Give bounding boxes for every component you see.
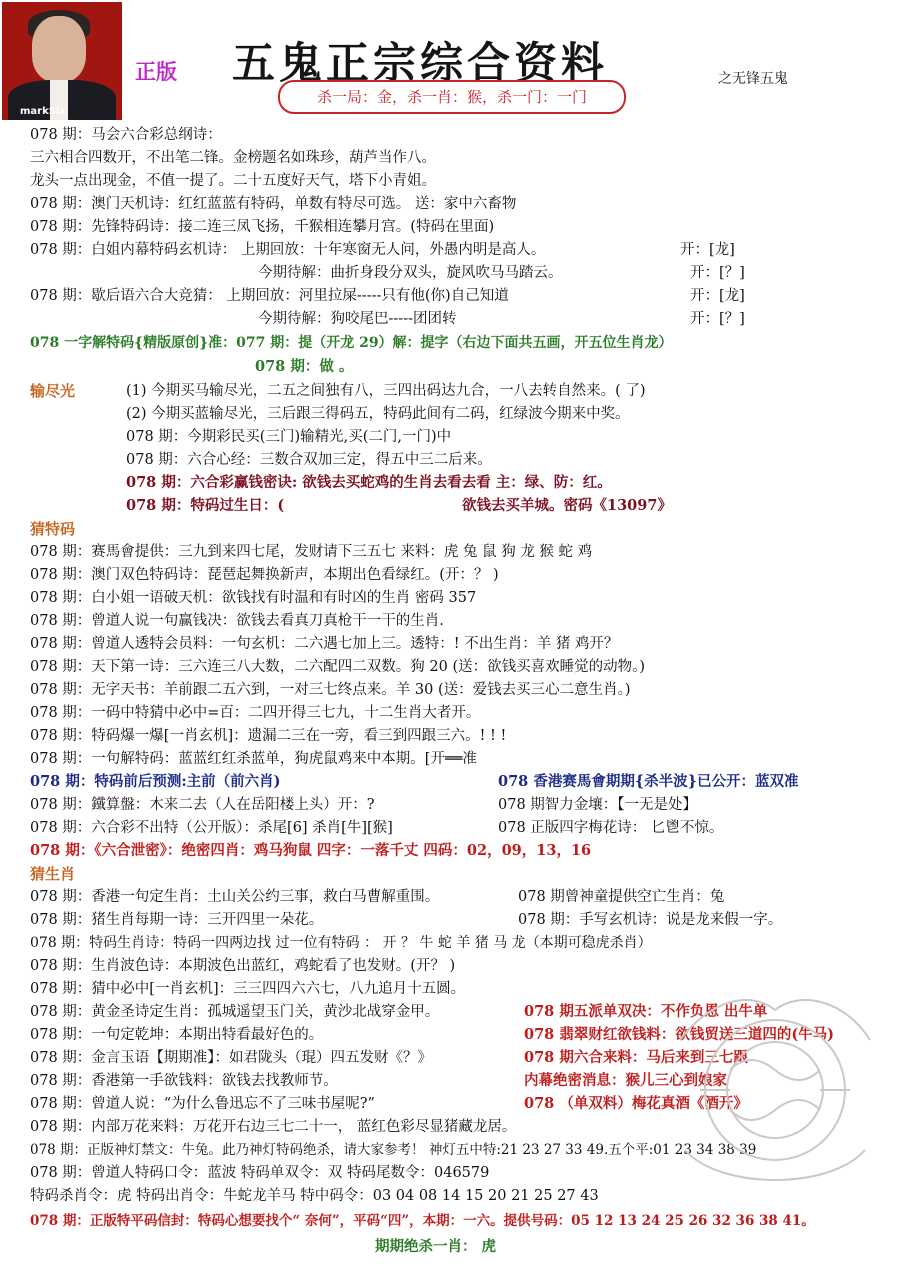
text-line: 078 期：黄金圣诗定生肖：孤城遥望玉门关，黄沙北战穿金甲。 (30, 1004, 440, 1020)
section-heading: 输尽光 (30, 382, 76, 400)
text-line: 开：[？] (690, 265, 745, 281)
text-line: 078 期：做 。 (255, 358, 354, 375)
text-line: 078 期六合来料：马后来到三七跟 (524, 1049, 748, 1066)
text-line: 078 期：特码过生日：( (126, 497, 285, 514)
text-line: 078 期：香港一句定生肖：土山关公约三事，救白马曹解重围。 (30, 889, 440, 905)
text-line: 078 期：六合彩赢钱密诀: 欲钱去买蛇鸡的生肖去看去看 主：绿、防：红。 (126, 474, 612, 491)
text-line: (2) 今期买蓝输尽光，三后跟三得码五，特码此间有二码，红绿波今期来中奖。 (126, 406, 630, 422)
text-line: 078 期：歇后语六合大竞猜： 上期回放：河里拉屎-----只有他(你)自己知道 (30, 288, 509, 304)
text-line: 078 期：手写玄机诗：说是龙来假一字。 (518, 912, 783, 928)
text-line: 078 期：猪生肖每期一诗：三开四里一朵花。 (30, 912, 324, 928)
text-line: 078 期：六合心经：三数合双加三定，得五中三二后来。 (126, 452, 492, 468)
text-line: 078 期：先锋特码诗：接二连三凤飞扬，千猴相连攀月宫。(特码在里面) (30, 219, 495, 235)
text-line: 078 期：一码中特猜中必中=百：二四开得三七九，十二生肖大者开。 (30, 705, 481, 721)
text-line: 078 一字解特码{精版原创}准：077 期：提（开龙 29）解：提字（右边下面共五画，开五位生肖龙） (30, 335, 673, 351)
page-title: 五鬼正宗综合资料 (232, 39, 608, 89)
kill-summary-box: 杀一局：金，杀一肖：猴，杀一门：一门 (278, 80, 626, 114)
text-line: 078 期：特码生肖诗：特码一四两边找 过一位有特码 ： 开 ？ 牛 蛇 羊 猪 马 龙（本期可稳虎杀肖） (30, 935, 652, 951)
page-subtitle: 之无锋五鬼 (718, 71, 788, 87)
text-line: 078 期：曾道人说一句赢钱决：欲钱去看真刀真枪干一干的生肖. (30, 613, 444, 629)
text-line: 内幕绝密消息：猴儿三心到娘家 (524, 1072, 727, 1089)
text-line: 期期绝杀一肖： 虎 (375, 1238, 497, 1255)
text-line: 078 期：今期彩民买(三门)输精光,买(二门,一门)中 (126, 429, 452, 445)
text-line: 078 期：曾道人说：“为什么鲁迅忘不了三味书屋呢?” (30, 1096, 375, 1112)
text-line: 078 香港赛馬會期期{杀半波}已公开：蓝双准 (498, 773, 799, 790)
text-line: 078 期：澳门双色特码诗：琵琶起舞换新声，本期出色看绿红。(开：？ ) (30, 567, 499, 583)
section-heading: 猜生肖 (30, 865, 76, 883)
text-line: 078 期：一句定乾坤：本期出特看最好色的。 (30, 1027, 324, 1043)
portrait-face (32, 16, 86, 82)
text-line: 078 期：《六合泄密》：绝密四肖：鸡马狗鼠 四字：一落千丈 四码：02，09，13，16 (30, 842, 592, 859)
text-line: 078 期：生肖波色诗：本期波色出蓝红，鸡蛇看了也发财。(开？ ) (30, 958, 456, 974)
dragon-watermark (660, 980, 890, 1200)
section-heading: 猜特码 (30, 520, 76, 538)
text-line: 078 期：马会六合彩总纲诗： (30, 127, 222, 143)
marksix-logo: markSix (20, 106, 66, 117)
portrait-photo (2, 2, 122, 120)
text-line: 078 期：内部万花来料：万花开右边三七二十一， 蓝红色彩尽显猪藏龙居。 (30, 1119, 517, 1135)
text-line: 078 期曾神童提供空亡生肖：兔 (518, 889, 725, 905)
text-line: 今期待解：狗咬尾巴-----团团转 (258, 311, 457, 327)
text-line: 欲钱去买羊城。密码《13097》 (462, 497, 672, 514)
text-line: 三六相合四数开，不出笔二锋。金榜题名如珠珍，葫芦当作八。 (30, 150, 436, 166)
text-line: 078 期：曾道人透特会员料：一句玄机：二六遇七加上三。透特：! 不出生肖：羊 猪 鸡开？ (30, 636, 619, 652)
text-line: 龙头一点出现金，不值一提了。二十五度好天气，塔下小青姐。 (30, 173, 436, 189)
text-line: 开：[？] (690, 311, 745, 327)
text-line: 开：[龙] (680, 242, 735, 258)
text-line: 078 （单双料）梅花真酒《酒开》 (524, 1095, 748, 1112)
text-line: 078 期五派单双决：不作负恩 出牛单 (524, 1003, 768, 1020)
text-line: 078 期：赛馬會提供：三九到来四七尾，发财请下三五七 来料：虎 兔 鼠 狗 龙 猴 蛇 鸡 (30, 544, 593, 560)
text-line: 078 期：特码前后预测:主前（前六肖) (30, 773, 281, 790)
genuine-badge: 正版 (135, 60, 177, 84)
text-line: 078 期：澳门天机诗：红红蓝蓝有特码，单数有特尽可选。 送：家中六畜物 (30, 196, 517, 212)
text-line: 078 期：香港第一手欲钱料：欲钱去找教师节。 (30, 1073, 338, 1089)
text-line: 特码杀肖令：虎 特码出肖令：牛蛇龙羊马 特中码令：03 04 08 14 15 20 21 25 27 43 (30, 1188, 599, 1204)
text-line: 078 期：六合彩不出特（公开版）：杀尾[6] 杀肖[牛][猴] (30, 820, 393, 836)
text-line: 078 正版四字梅花诗： 匕鬯不惊。 (498, 820, 724, 836)
text-line: 078 期：曾道人特码口令：蓝波 特码单双令：双 特码尾数令：046579 (30, 1165, 490, 1181)
text-line: 078 期：白姐内幕特码玄机诗： 上期回放：十年寒窗无人问，外愚内明是高人。 (30, 242, 546, 258)
text-line: 078 期：猜中必中[一肖玄机]：三三四四六六七，八九追月十五圆。 (30, 981, 466, 997)
text-line: 开：[龙] (690, 288, 745, 304)
text-line: 078 翡翠财红欲钱料：欲钱贸送三道四的(牛马) (524, 1026, 835, 1043)
text-line: 078 期：无字天书：羊前跟二五六到，一对三七终点来。羊 30 (送：爱钱去买三心二意生肖。) (30, 682, 631, 698)
text-line: 078 期：特码爆一爆[一肖玄机]：遗漏二三在一旁，看三到四跟三六。! ! ! (30, 728, 507, 744)
text-line: 078 期：金言玉语【期期准】：如君陇头（琨）四五发财《？》 (30, 1050, 433, 1066)
text-line: 078 期：正版神灯禁文：牛兔。此乃神灯特码绝杀，请大家参考！ 神灯五中特:21 23 27 33 49.五个平:01 23 34 38 39 (30, 1142, 757, 1158)
text-line: (1) 今期买马输尽光，二五之间独有八，三四出码达九合，一八去转自然来。( 了) (126, 383, 646, 399)
text-line: 078 期：正版特平码信封：特码心想要找个“ 奈何”，平码“四”，本期：一六。提供号码：05 12 13 24 25 26 32 36 38 41。 (30, 1213, 815, 1229)
text-line: 今期待解：曲折身段分双头，旋风吹马马踏云。 (258, 265, 563, 281)
text-line: 078 期：天下第一诗：三六连三八大数，二六配四二双数。狗 20 (送：欲钱买喜欢睡觉的动物。) (30, 659, 646, 675)
text-line: 078 期：白小姐一语破天机：欲钱找有时温和有时凶的生肖 密码 357 (30, 590, 477, 606)
text-line: 078 期：鐵算盤：木来二去（人在岳阳楼上头）开：? (30, 797, 375, 813)
text-line: 078 期智力金壤：【一无是处】 (498, 797, 698, 813)
text-line: 078 期：一句解特码：蓝蓝红红杀蓝单，狗虎鼠鸡来中本期。[开══准 (30, 751, 477, 767)
